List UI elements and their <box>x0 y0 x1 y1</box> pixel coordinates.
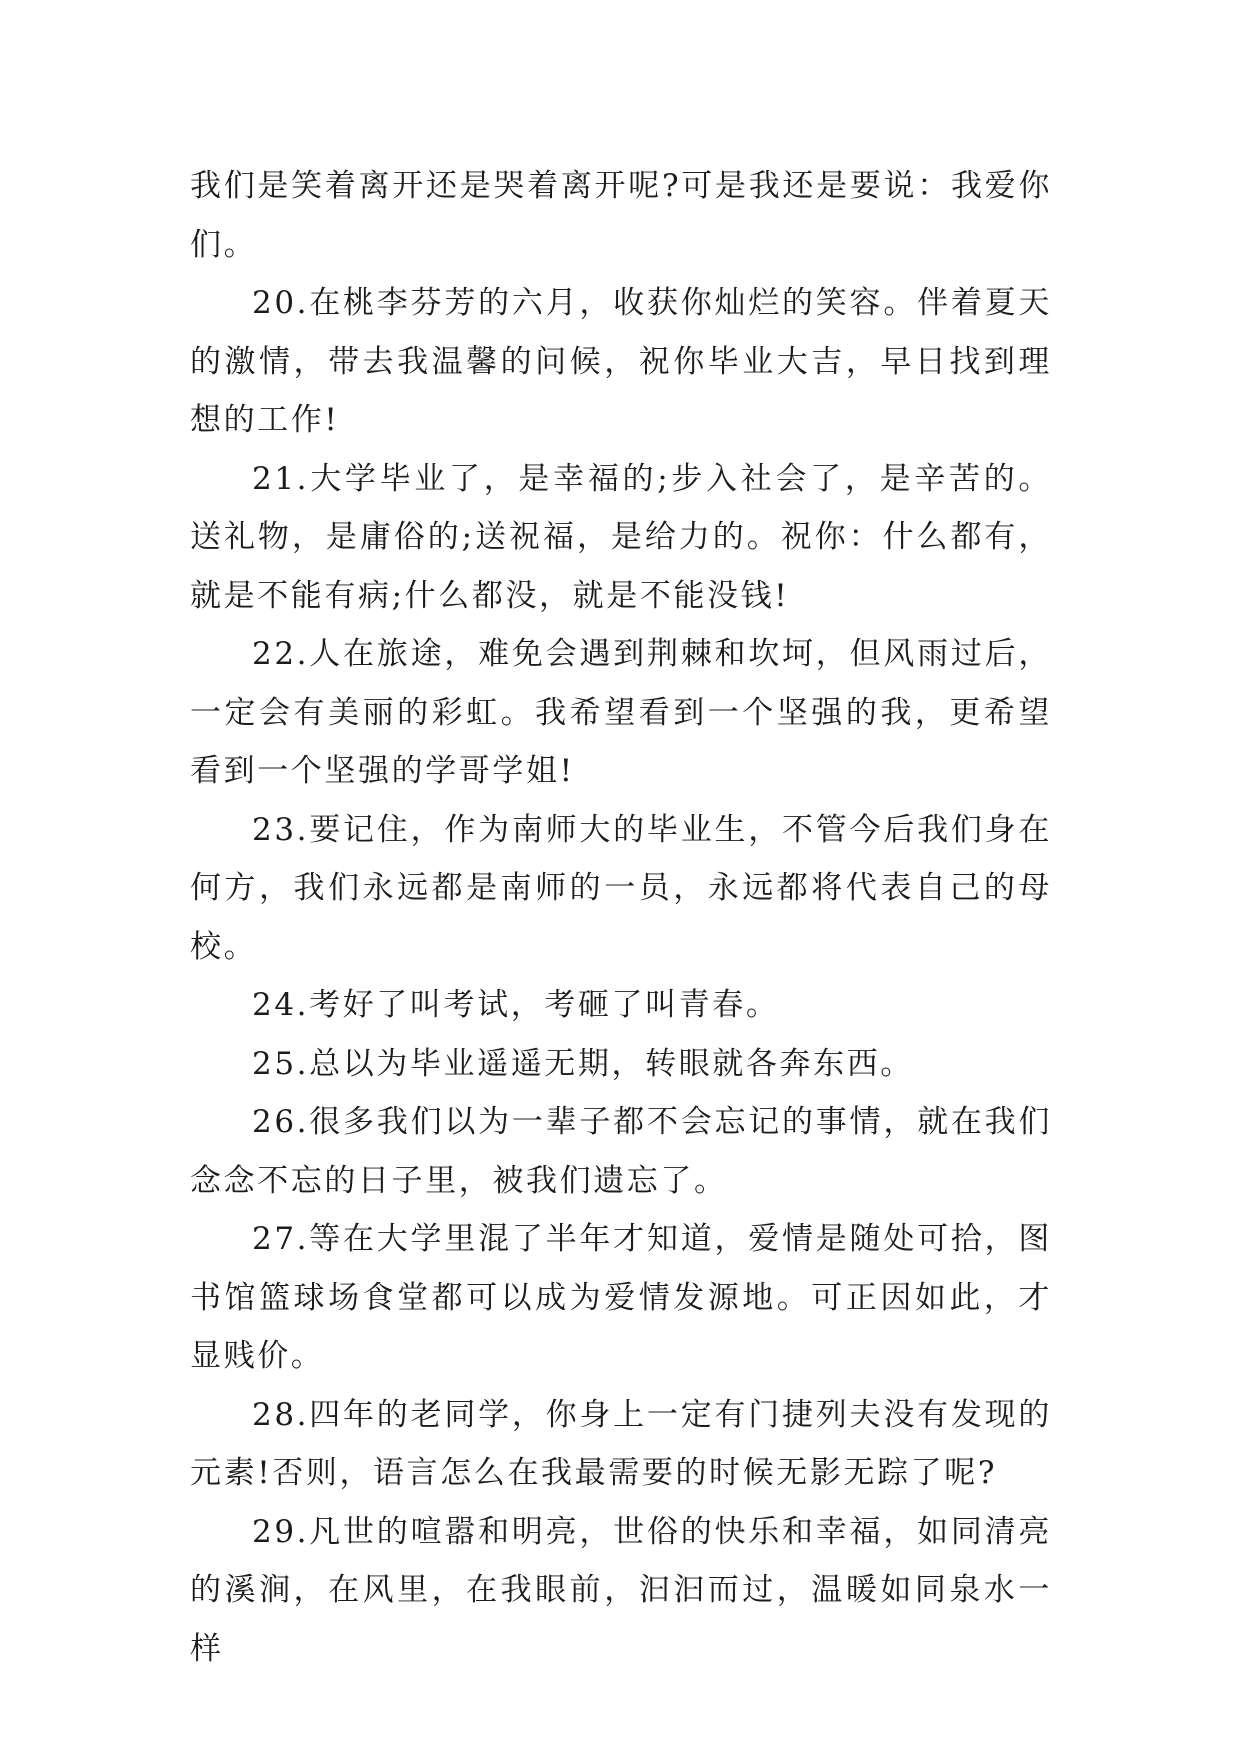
paragraph-continuation: 我们是笑着离开还是哭着离开呢?可是我还是要说：我爱你们。 <box>190 168 1052 263</box>
paragraph-item-22: 22.人在旅途，难免会遇到荆棘和坎坷，但风雨过后，一定会有美丽的彩虹。我希望看到一个坚强的我，更希望看到一个坚强的学哥学姐! <box>190 636 1052 789</box>
paragraph-item-23: 23.要记住，作为南师大的毕业生，不管今后我们身在何方，我们永远都是南师的一员，永远都将代表自己的母校。 <box>190 811 1052 965</box>
paragraph-item-21: 21.大学毕业了，是幸福的;步入社会了，是辛苦的。送礼物，是庸俗的;送祝福，是给力的。祝你：什么都有，就是不能有病;什么都没，就是不能没钱! <box>190 460 1052 614</box>
paragraph-item-20: 20.在桃李芬芳的六月，收获你灿烂的笑容。伴着夏天的激情，带去我温馨的问候，祝你毕业大吉，早日找到理想的工作! <box>190 285 1052 438</box>
paragraph-item-25: 25.总以为毕业遥遥无期，转眼就各奔东西。 <box>252 1045 914 1082</box>
document-body <box>190 157 1052 1678</box>
paragraph-item-29: 29.凡世的喧嚣和明亮，世俗的快乐和幸福，如同清亮的溪涧，在风里，在我眼前，汩汩而过，温暖如同泉水一样 <box>190 1513 1052 1667</box>
paragraph-item-28: 28.四年的老同学，你身上一定有门捷列夫没有发现的元素!否则，语言怎么在我最需要的时候无影无踪了呢? <box>190 1396 1052 1491</box>
paragraph-item-24: 24.考好了叫考试，考砸了叫青春。 <box>252 987 780 1023</box>
paragraph-item-27: 27.等在大学里混了半年才知道，爱情是随处可拾，图书馆篮球场食堂都可以成为爱情发源地。可正因如此，才显贱价。 <box>190 1221 1052 1374</box>
paragraph-item-26: 26.很多我们以为一辈子都不会忘记的事情，就在我们念念不忘的日子里，被我们遗忘了。 <box>190 1104 1052 1199</box>
